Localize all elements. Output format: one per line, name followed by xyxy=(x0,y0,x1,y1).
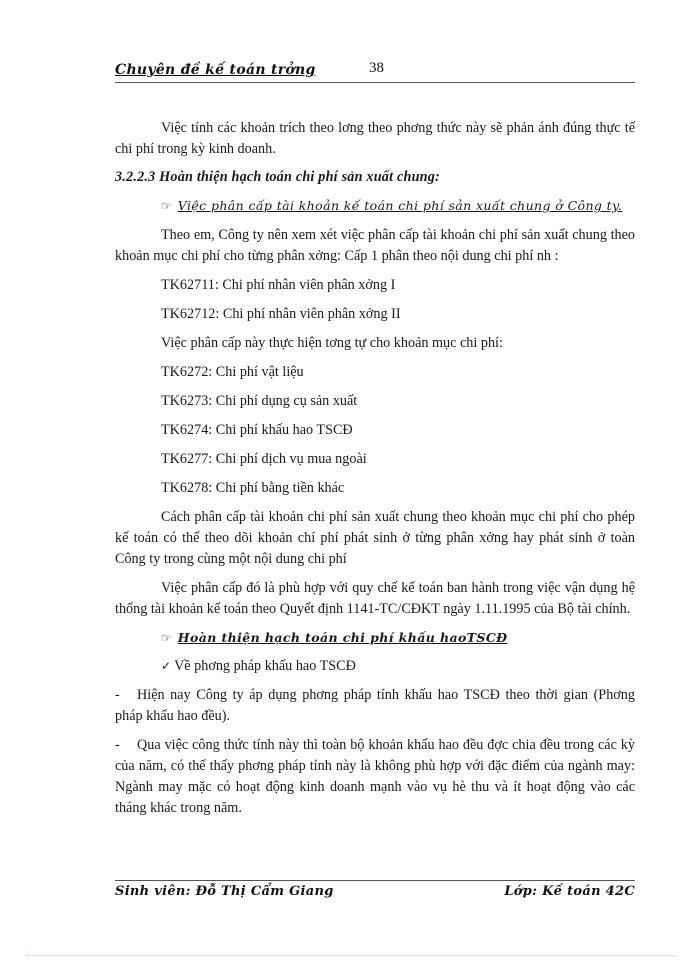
account-item: TK6277: Chi phí dịch vụ mua ngoài xyxy=(161,451,367,467)
subheading-text: Việc phân cấp tài khoản kế toán chi phí sản xuất chung ở Công ty. xyxy=(177,198,623,213)
paragraph-tiering-benefit: Cách phân cấp tài khoản chi phí sản xuất chung theo khoản mục chi phí cho phép kế toán có thể theo dõi khoản chí phí phát sinh ở từng phân xởng hay phát sinh ở toàn Công ty trong cùng một nội dung chi phí xyxy=(115,509,635,567)
page-boundary-line xyxy=(25,955,675,956)
account-item: TK6272: Chi phí vật liệu xyxy=(161,364,304,380)
dash-bullet: - xyxy=(115,737,120,753)
footer-class: Lớp: Kế toán 42C xyxy=(504,884,635,899)
hand-pointer-icon: ☞ xyxy=(161,631,172,645)
dash-item-text: Qua việc công thức tính này thì toàn bộ khoản khấu hao đều đợc chia đều trong các kỳ của năm, có thể thấy phơng pháp tính này là không phù hợp với đặc điểm của ngành may: Ngành may mặc có hoạt động kinh doanh mạnh vào vụ hè thu và ít hoạt động vào các tháng khác trong năm. xyxy=(115,737,635,816)
page-number: 38 xyxy=(369,60,384,76)
dash-item-text: Hiện nay Công ty áp dụng phơng pháp tính khấu hao TSCĐ theo thời gian (Phơng pháp khấu hao đều). xyxy=(115,687,635,724)
account-item: TK6278: Chi phí bằng tiền khác xyxy=(161,480,345,496)
section-heading: 3.2.2.3 Hoàn thiện hạch toán chi phí sản xuất chung: xyxy=(115,169,440,185)
dash-item xyxy=(115,735,635,819)
checkmark-icon: ✓ xyxy=(161,659,172,673)
account-item: TK6274: Chi phí khấu hao TSCĐ xyxy=(161,422,353,438)
hand-pointer-icon: ☞ xyxy=(161,199,172,213)
account-item: TK62712: Chi phí nhân viên phân xởng II xyxy=(161,306,401,322)
account-item: TK6273: Chi phí dụng cụ sản xuất xyxy=(161,393,358,409)
subheading-text: Hoàn thiện hạch toán chi phí khấu haoTSCĐ xyxy=(177,630,508,645)
subheading-account-tiering xyxy=(115,195,635,217)
intro-paragraph: Việc tính các khoản trích theo lơng theo phơng thức này sẽ phản ánh đúng thực tế chi phí trong kỳ kinh doanh. xyxy=(115,120,635,157)
dash-item xyxy=(115,685,635,727)
paragraph-tiering-similar: Việc phân cấp này thực hiện tơng tự cho khoản mục chi phí: xyxy=(161,335,503,351)
dash-bullet: - xyxy=(115,687,120,703)
account-item: TK62711: Chi phí nhân viên phân xởng I xyxy=(161,277,396,293)
check-item xyxy=(115,656,635,677)
footer-student: Sinh viên: Đỗ Thị Cẩm Giang xyxy=(115,884,334,899)
paragraph-regulation: Việc phân cấp đó là phù hợp với quy chế kế toán ban hành trong việc vận dụng hệ thống tài khoản kế toán theo Quyết định 1141-TC/CĐKT ngày 1.11.1995 của Bộ tài chính. xyxy=(115,580,635,617)
page-footer xyxy=(115,880,635,905)
page-header xyxy=(115,60,635,83)
check-item-text: Về phơng pháp khấu hao TSCĐ xyxy=(174,658,356,674)
paragraph-proposal: Theo em, Công ty nên xem xét việc phân cấp tài khoản chi phí sản xuất chung theo khoản mục chi phí cho từng phân xởng: Cấp 1 phân theo nội dung chi phí nh : xyxy=(115,227,635,264)
document-body xyxy=(115,118,635,819)
header-title: Chuyên đề kế toán trởng xyxy=(115,62,316,78)
subheading-depreciation xyxy=(115,627,635,649)
